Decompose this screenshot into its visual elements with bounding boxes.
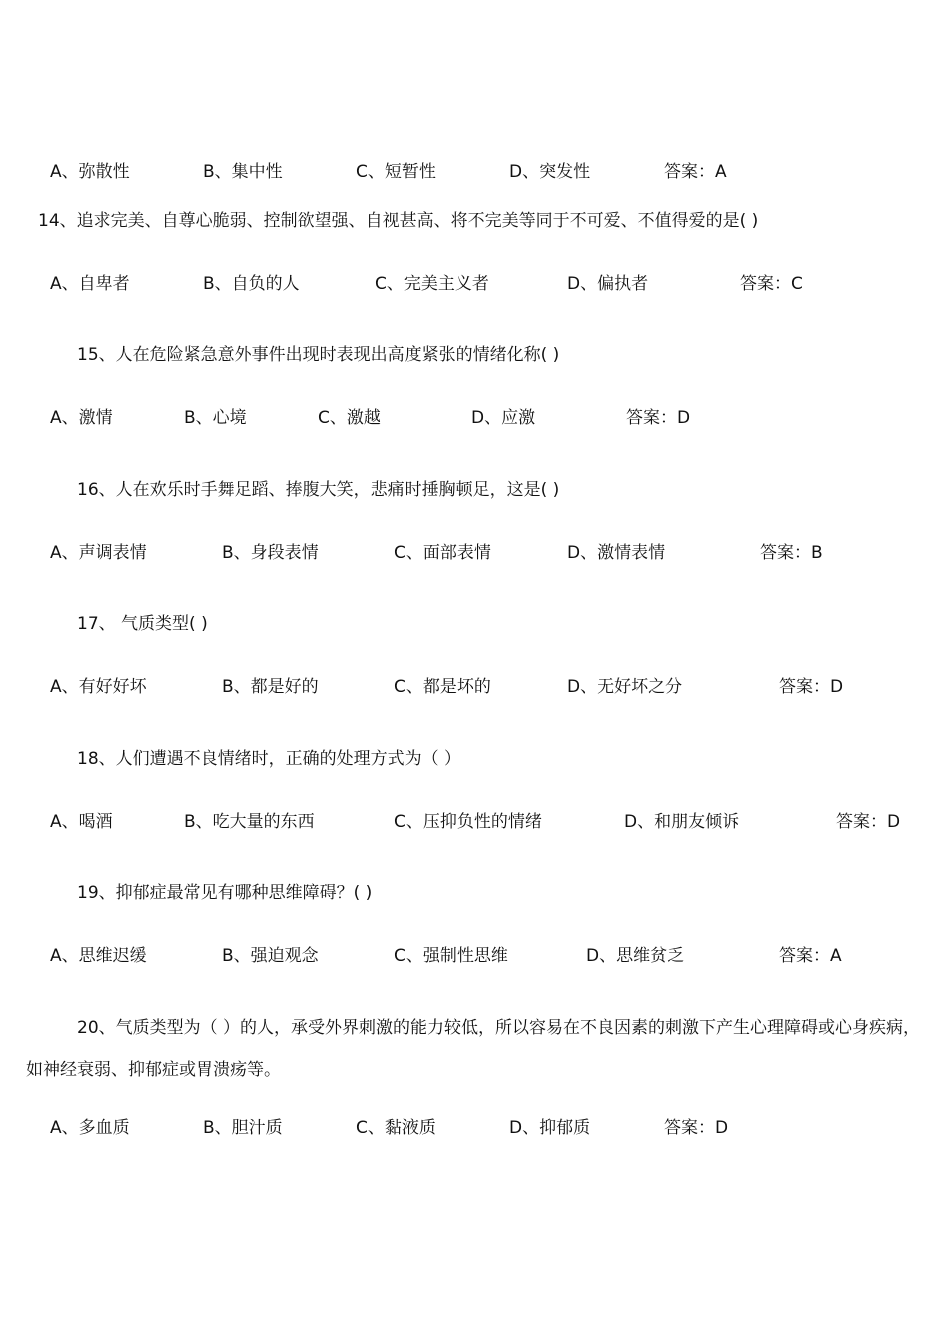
q20-option-b: B、胆汁质: [203, 1118, 283, 1138]
q13-option-b: B、集中性: [203, 162, 283, 182]
q14-question: 14、追求完美、自尊心脆弱、控制欲望强、自视甚高、将不完美等同于不可爱、不值得爱的是( ): [38, 211, 759, 231]
q14-option-c: C、完美主义者: [375, 274, 489, 294]
q18-answer: 答案：D: [836, 812, 901, 832]
q19-answer: 答案：A: [779, 946, 842, 966]
q14-answer: 答案：C: [740, 274, 803, 294]
q16-option-c: C、面部表情: [394, 543, 491, 563]
q20-option-c: C、黏液质: [356, 1118, 436, 1138]
q13-option-c: C、短暂性: [356, 162, 436, 182]
q15-option-c: C、激越: [318, 408, 381, 428]
q13-option-d: D、突发性: [509, 162, 591, 182]
q16-question: 16、人在欢乐时手舞足蹈、捧腹大笑，悲痛时捶胸顿足，这是( ): [77, 480, 560, 500]
q15-option-d: D、应激: [471, 408, 536, 428]
q13-answer: 答案：A: [664, 162, 727, 182]
q16-answer: 答案：B: [760, 543, 823, 563]
q16-option-d: D、激情表情: [567, 543, 666, 563]
q19-option-d: D、思维贫乏: [586, 946, 685, 966]
q19-option-c: C、强制性思维: [394, 946, 508, 966]
q15-option-a: A、激情: [50, 408, 113, 428]
q14-option-d: D、偏执者: [567, 274, 649, 294]
q14-option-b: B、自负的人: [203, 274, 300, 294]
q14-option-a: A、自卑者: [50, 274, 130, 294]
q13-option-a: A、弥散性: [50, 162, 130, 182]
q17-option-b: B、都是好的: [222, 677, 319, 697]
q20-option-d: D、抑郁质: [509, 1118, 591, 1138]
q19-option-b: B、强迫观念: [222, 946, 319, 966]
q18-option-b: B、吃大量的东西: [184, 812, 315, 832]
q18-option-c: C、压抑负性的情绪: [394, 812, 542, 832]
q20-option-a: A、多血质: [50, 1118, 130, 1138]
q17-question: 17、 气质类型( ): [77, 614, 208, 634]
q20-answer: 答案：D: [664, 1118, 729, 1138]
q17-answer: 答案：D: [779, 677, 844, 697]
q18-question: 18、人们遭遇不良情绪时，正确的处理方式为（ ）: [77, 749, 462, 769]
q16-option-a: A、声调表情: [50, 543, 147, 563]
q18-option-d: D、和朋友倾诉: [624, 812, 740, 832]
q20-question: 20、气质类型为（ ）的人，承受外界刺激的能力较低，所以容易在不良因素的刺激下产生心理障碍或心身疾病，如神经衰弱、抑郁症或胃溃疡等。: [26, 1018, 921, 1080]
q16-option-b: B、身段表情: [222, 543, 319, 563]
q15-question: 15、人在危险紧急意外事件出现时表现出高度紧张的情绪化称( ): [77, 345, 560, 365]
q15-answer: 答案：D: [626, 408, 691, 428]
q19-question: 19、抑郁症最常见有哪种思维障碍？( ): [77, 883, 373, 903]
q15-option-b: B、心境: [184, 408, 247, 428]
q17-option-c: C、都是坏的: [394, 677, 491, 697]
q18-option-a: A、喝酒: [50, 812, 113, 832]
q17-option-a: A、有好好坏: [50, 677, 147, 697]
q17-option-d: D、无好坏之分: [567, 677, 683, 697]
q19-option-a: A、思维迟缓: [50, 946, 147, 966]
